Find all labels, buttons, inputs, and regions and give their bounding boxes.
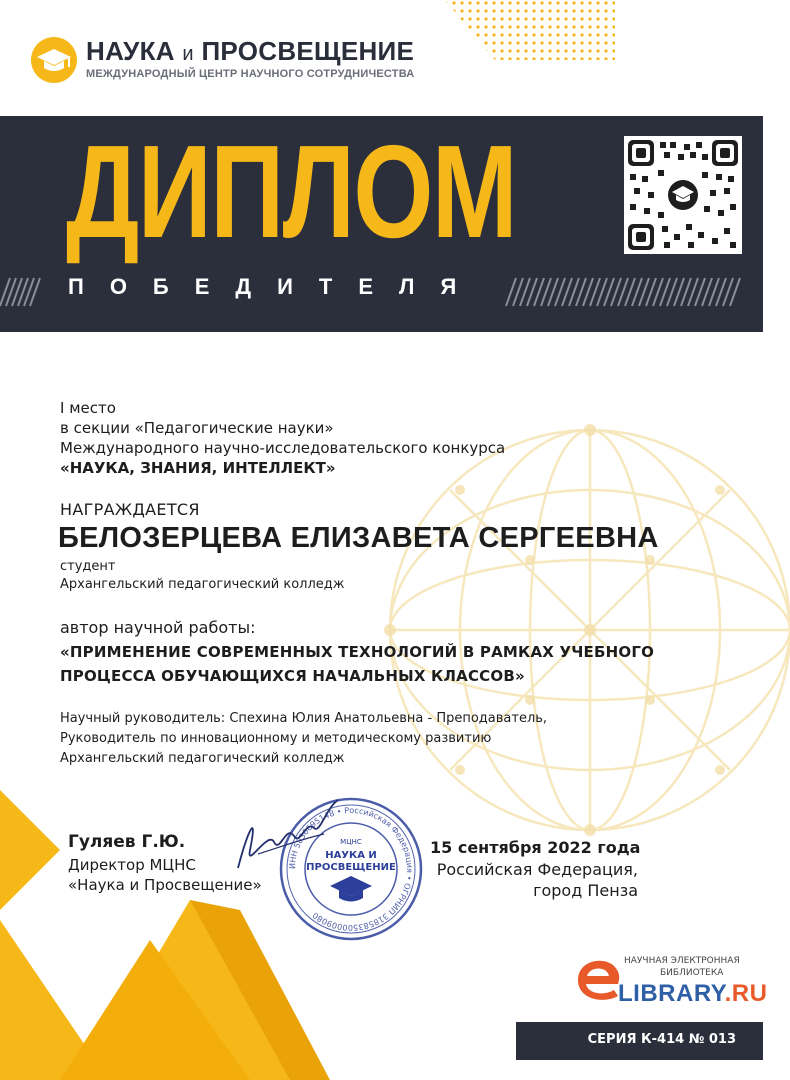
dot-pattern-decoration bbox=[435, 0, 615, 60]
qr-code[interactable] bbox=[624, 136, 742, 254]
elibrary-top-label: НАУЧНАЯ ЭЛЕКТРОННАЯ bbox=[624, 956, 740, 966]
series-number: СЕРИЯ К-414 № 013 bbox=[587, 1032, 736, 1047]
recipient-name: БЕЛОЗЕРЦЕВА ЕЛИЗАВЕТА СЕРГЕЕВНА bbox=[58, 522, 659, 554]
contest-label: Международного научно-исследовательского конкурса bbox=[60, 439, 506, 457]
recipient-college: Архангельский педагогический колледж bbox=[60, 577, 345, 592]
awarded-label: НАГРАЖДАЕТСЯ bbox=[60, 500, 200, 519]
brand-subtitle: МЕЖДУНАРОДНЫЙ ЦЕНТР НАУЧНОГО СОТРУДНИЧЕСТВА bbox=[86, 68, 415, 80]
work-title-line1: «ПРИМЕНЕНИЕ СОВРЕМЕННЫХ ТЕХНОЛОГИЙ В РАМКАХ УЧЕБНОГО bbox=[60, 643, 655, 661]
elibrary-name: LIBRARY.RU bbox=[618, 980, 768, 1007]
place-label: I место bbox=[60, 399, 116, 417]
graduation-cap-logo-icon bbox=[30, 36, 78, 84]
signer-position: Директор МЦНС bbox=[68, 856, 196, 874]
supervisor-line1: Научный руководитель: Спехина Юлия Анатольевна - Преподаватель, bbox=[60, 711, 548, 726]
work-title-line2: ПРОЦЕССА ОБУЧАЮЩИХСЯ НАЧАЛЬНЫХ КЛАССОВ» bbox=[60, 667, 525, 685]
award-city: город Пенза bbox=[533, 881, 638, 900]
brand-title: НАУКА и ПРОСВЕЩЕНИЕ bbox=[86, 36, 415, 66]
work-title bbox=[60, 640, 654, 688]
stamp-ring-text: ИНН 5836695148 • Российская Федерация • ОГРНИП 318583500009080 bbox=[287, 805, 415, 933]
award-date: 15 сентября 2022 года bbox=[430, 838, 641, 857]
stripes-decoration-right bbox=[506, 278, 746, 306]
section-label: в секции «Педагогические науки» bbox=[60, 419, 334, 437]
signer-name: Гуляев Г.Ю. bbox=[68, 832, 186, 852]
elibrary-mid-label: БИБЛИОТЕКА bbox=[660, 968, 724, 978]
recipient-role: студент bbox=[60, 559, 116, 574]
stripes-decoration-left bbox=[0, 278, 48, 306]
diploma-title: ДИПЛОМ bbox=[66, 118, 517, 265]
supervisor-line3: Архангельский педагогический колледж bbox=[60, 751, 345, 766]
stamp-center-line2: ПРОСВЕЩЕНИЕ bbox=[306, 862, 396, 873]
supervisor-line2: Руководитель по инновационному и методическому развитию bbox=[60, 731, 492, 746]
author-label: автор научной работы: bbox=[60, 618, 256, 637]
stamp-small-text: МЦНС bbox=[340, 838, 362, 846]
handwritten-signature bbox=[228, 790, 348, 880]
diploma-subtitle: ПОБЕДИТЕЛЯ bbox=[68, 274, 483, 299]
stamp-center-line1: НАУКА И bbox=[325, 850, 377, 861]
contest-name: «НАУКА, ЗНАНИЯ, ИНТЕЛЛЕКТ» bbox=[60, 459, 336, 477]
signer-organization: «Наука и Просвещение» bbox=[68, 876, 262, 894]
award-country: Российская Федерация, bbox=[436, 860, 638, 879]
